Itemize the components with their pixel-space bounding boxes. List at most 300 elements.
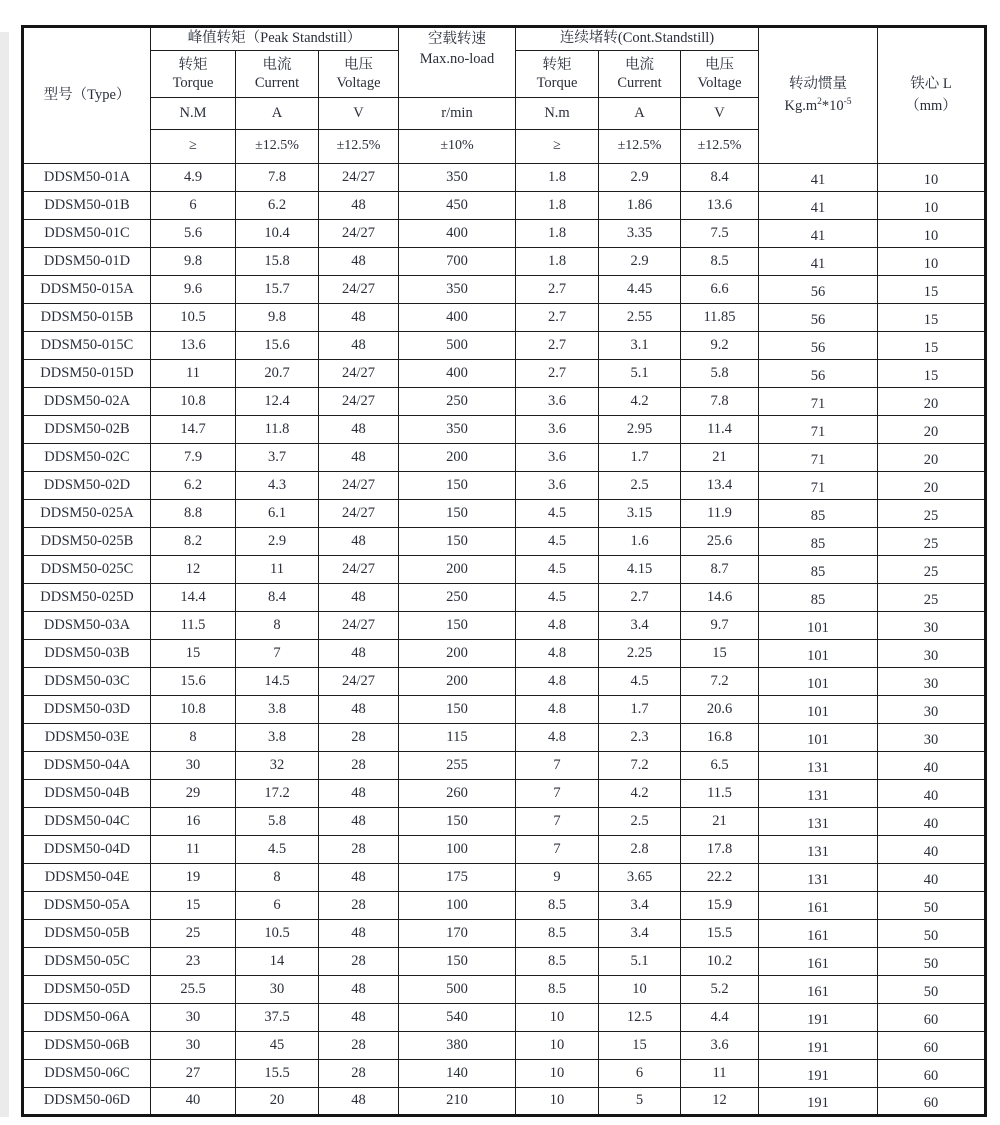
- cell-peak-torque: 10.8: [151, 696, 236, 724]
- cell-cont-torque: 4.8: [516, 668, 599, 696]
- cell-cont-torque: 2.7: [516, 304, 599, 332]
- cell-peak-torque: 15.6: [151, 668, 236, 696]
- cell-model: DDSM50-025A: [23, 500, 151, 528]
- cell-noload-speed: 150: [399, 948, 516, 976]
- cell-core-length: 25: [878, 528, 986, 556]
- cell-peak-current: 3.7: [236, 444, 319, 472]
- cell-noload-speed: 170: [399, 920, 516, 948]
- table-row: [23, 976, 986, 1004]
- cell-core-length: 40: [878, 836, 986, 864]
- cell-noload-speed: 150: [399, 808, 516, 836]
- cell-core-length: 15: [878, 276, 986, 304]
- cell-core-length: 60: [878, 1004, 986, 1032]
- cell-cont-voltage: 6.5: [681, 752, 759, 780]
- table-row: [23, 780, 986, 808]
- cell-peak-torque: 8.2: [151, 528, 236, 556]
- cell-peak-torque: 30: [151, 1004, 236, 1032]
- cell-peak-torque: 5.6: [151, 220, 236, 248]
- cell-cont-current: 2.95: [599, 416, 681, 444]
- cell-core-length: 30: [878, 724, 986, 752]
- cell-noload-speed: 100: [399, 836, 516, 864]
- cell-model: DDSM50-025D: [23, 584, 151, 612]
- cell-model: DDSM50-02B: [23, 416, 151, 444]
- cell-model: DDSM50-04A: [23, 752, 151, 780]
- cell-core-length: 50: [878, 976, 986, 1004]
- tolerance-peak-voltage: ±12.5%: [319, 130, 399, 164]
- cell-cont-current: 4.45: [599, 276, 681, 304]
- cell-cont-voltage: 15.5: [681, 920, 759, 948]
- cell-cont-voltage: 8.5: [681, 248, 759, 276]
- cell-peak-torque: 11: [151, 360, 236, 388]
- cell-cont-current: 15: [599, 1032, 681, 1060]
- cell-peak-current: 6.1: [236, 500, 319, 528]
- cell-peak-current: 3.8: [236, 696, 319, 724]
- cell-core-length: 10: [878, 164, 986, 192]
- cell-model: DDSM50-01D: [23, 248, 151, 276]
- cell-cont-voltage: 12: [681, 1088, 759, 1116]
- cell-peak-current: 10.4: [236, 220, 319, 248]
- cell-cont-current: 4.2: [599, 780, 681, 808]
- cell-core-length: 60: [878, 1032, 986, 1060]
- cell-peak-voltage: 48: [319, 780, 399, 808]
- cell-model: DDSM50-05D: [23, 976, 151, 1004]
- cell-peak-torque: 15: [151, 640, 236, 668]
- cell-cont-voltage: 21: [681, 444, 759, 472]
- cell-cont-current: 4.2: [599, 388, 681, 416]
- cell-peak-current: 5.8: [236, 808, 319, 836]
- cell-peak-voltage: 48: [319, 584, 399, 612]
- cell-cont-voltage: 25.6: [681, 528, 759, 556]
- cell-noload-speed: 540: [399, 1004, 516, 1032]
- cell-cont-torque: 7: [516, 780, 599, 808]
- cell-core-length: 20: [878, 416, 986, 444]
- cell-peak-voltage: 28: [319, 836, 399, 864]
- cell-cont-voltage: 5.2: [681, 976, 759, 1004]
- table-row: [23, 752, 986, 780]
- unit-peak-current: A: [236, 98, 319, 130]
- cell-model: DDSM50-03C: [23, 668, 151, 696]
- cell-noload-speed: 140: [399, 1060, 516, 1088]
- cell-cont-torque: 1.8: [516, 220, 599, 248]
- cell-inertia: 101: [759, 668, 878, 696]
- cell-model: DDSM50-06A: [23, 1004, 151, 1032]
- cell-cont-voltage: 4.4: [681, 1004, 759, 1032]
- cell-cont-current: 2.9: [599, 164, 681, 192]
- cell-core-length: 30: [878, 696, 986, 724]
- cell-peak-current: 10.5: [236, 920, 319, 948]
- tolerance-cont-voltage: ±12.5%: [681, 130, 759, 164]
- cell-core-length: 15: [878, 304, 986, 332]
- cell-cont-voltage: 7.2: [681, 668, 759, 696]
- header-noload-group: [399, 27, 516, 98]
- cell-peak-voltage: 24/27: [319, 388, 399, 416]
- table-row: [23, 1004, 986, 1032]
- table-row: [23, 192, 986, 220]
- cell-cont-voltage: 21: [681, 808, 759, 836]
- cell-cont-current: 2.5: [599, 808, 681, 836]
- cell-peak-torque: 25.5: [151, 976, 236, 1004]
- cell-core-length: 25: [878, 556, 986, 584]
- cell-model: DDSM50-04C: [23, 808, 151, 836]
- cell-inertia: 71: [759, 388, 878, 416]
- cell-peak-current: 11: [236, 556, 319, 584]
- cell-inertia: 85: [759, 500, 878, 528]
- cell-cont-voltage: 20.6: [681, 696, 759, 724]
- cell-cont-voltage: 11.5: [681, 780, 759, 808]
- header-peak-current: 电流 Current: [236, 51, 319, 98]
- cell-cont-torque: 9: [516, 864, 599, 892]
- cell-cont-torque: 1.8: [516, 248, 599, 276]
- header-inertia-unit: $Kg.m^2*10^{-5}$: [784, 96, 852, 114]
- cell-peak-voltage: 48: [319, 1088, 399, 1116]
- cell-model: DDSM50-01B: [23, 192, 151, 220]
- cell-peak-current: 17.2: [236, 780, 319, 808]
- cell-cont-current: 3.65: [599, 864, 681, 892]
- cell-cont-torque: 4.5: [516, 528, 599, 556]
- cell-peak-current: 6: [236, 892, 319, 920]
- cell-cont-voltage: 3.6: [681, 1032, 759, 1060]
- cell-peak-voltage: 48: [319, 808, 399, 836]
- cell-cont-torque: 2.7: [516, 276, 599, 304]
- cell-model: DDSM50-03D: [23, 696, 151, 724]
- cell-cont-voltage: 11.4: [681, 416, 759, 444]
- cell-model: DDSM50-04D: [23, 836, 151, 864]
- cell-peak-current: 20: [236, 1088, 319, 1116]
- cell-cont-voltage: 7.8: [681, 388, 759, 416]
- table-row: [23, 164, 986, 192]
- cell-noload-speed: 150: [399, 696, 516, 724]
- cell-peak-voltage: 48: [319, 416, 399, 444]
- cell-peak-current: 8: [236, 612, 319, 640]
- table-row: [23, 416, 986, 444]
- cell-core-length: 60: [878, 1088, 986, 1116]
- cell-peak-torque: 9.6: [151, 276, 236, 304]
- cell-cont-current: 10: [599, 976, 681, 1004]
- table-row: [23, 472, 986, 500]
- cell-cont-current: 5.1: [599, 360, 681, 388]
- cell-model: DDSM50-03B: [23, 640, 151, 668]
- cell-core-length: 50: [878, 892, 986, 920]
- header-peak-voltage: 电压 Voltage: [319, 51, 399, 98]
- cell-cont-torque: 3.6: [516, 416, 599, 444]
- cell-inertia: 56: [759, 360, 878, 388]
- cell-peak-torque: 16: [151, 808, 236, 836]
- cell-cont-voltage: 13.6: [681, 192, 759, 220]
- cell-noload-speed: 500: [399, 332, 516, 360]
- cell-core-length: 30: [878, 668, 986, 696]
- header-inertia: [759, 27, 878, 164]
- cell-cont-torque: 7: [516, 808, 599, 836]
- cell-model: DDSM50-05B: [23, 920, 151, 948]
- table-row: [23, 444, 986, 472]
- cell-cont-current: 2.7: [599, 584, 681, 612]
- cell-inertia: 161: [759, 948, 878, 976]
- table-row: [23, 948, 986, 976]
- cell-cont-torque: 4.5: [516, 584, 599, 612]
- cell-peak-torque: 40: [151, 1088, 236, 1116]
- unit-peak-voltage: V: [319, 98, 399, 130]
- table-row: [23, 1060, 986, 1088]
- cell-inertia: 131: [759, 780, 878, 808]
- cell-inertia: 191: [759, 1060, 878, 1088]
- cell-noload-speed: 115: [399, 724, 516, 752]
- cell-noload-speed: 100: [399, 892, 516, 920]
- cell-inertia: 131: [759, 808, 878, 836]
- cell-inertia: 161: [759, 892, 878, 920]
- cell-peak-voltage: 48: [319, 976, 399, 1004]
- cell-cont-torque: 7: [516, 752, 599, 780]
- spec-table-body: [23, 164, 986, 1116]
- cell-peak-torque: 12: [151, 556, 236, 584]
- cell-peak-current: 6.2: [236, 192, 319, 220]
- cell-core-length: 40: [878, 752, 986, 780]
- cell-model: DDSM50-015D: [23, 360, 151, 388]
- cell-cont-torque: 1.8: [516, 164, 599, 192]
- cell-model: DDSM50-02D: [23, 472, 151, 500]
- table-row: [23, 1088, 986, 1116]
- cell-peak-current: 8.4: [236, 584, 319, 612]
- cell-noload-speed: 350: [399, 276, 516, 304]
- unit-peak-torque: N.M: [151, 98, 236, 130]
- cell-peak-current: 45: [236, 1032, 319, 1060]
- cell-inertia: 191: [759, 1088, 878, 1116]
- unit-cont-voltage: V: [681, 98, 759, 130]
- header-noload-cn: 空载转速: [428, 31, 486, 47]
- cell-noload-speed: 450: [399, 192, 516, 220]
- cell-cont-voltage: 14.6: [681, 584, 759, 612]
- cell-inertia: 41: [759, 220, 878, 248]
- cell-cont-torque: 1.8: [516, 192, 599, 220]
- cell-peak-voltage: 48: [319, 696, 399, 724]
- cell-cont-current: 3.4: [599, 892, 681, 920]
- cell-cont-current: 2.8: [599, 836, 681, 864]
- cell-noload-speed: 400: [399, 360, 516, 388]
- cell-cont-voltage: 15: [681, 640, 759, 668]
- cell-peak-voltage: 24/27: [319, 500, 399, 528]
- cell-inertia: 101: [759, 696, 878, 724]
- cell-cont-torque: 7: [516, 836, 599, 864]
- cell-model: DDSM50-025C: [23, 556, 151, 584]
- table-row: [23, 864, 986, 892]
- cell-peak-torque: 11: [151, 836, 236, 864]
- cell-peak-voltage: 24/27: [319, 556, 399, 584]
- cell-cont-voltage: 9.2: [681, 332, 759, 360]
- cell-peak-voltage: 48: [319, 1004, 399, 1032]
- cell-cont-voltage: 9.7: [681, 612, 759, 640]
- cell-cont-current: 3.4: [599, 920, 681, 948]
- header-inertia-label: 转动惯量: [789, 76, 847, 93]
- cell-peak-current: 12.4: [236, 388, 319, 416]
- cell-peak-voltage: 48: [319, 864, 399, 892]
- cell-cont-voltage: 6.6: [681, 276, 759, 304]
- cell-peak-torque: 10.8: [151, 388, 236, 416]
- cell-peak-torque: 14.4: [151, 584, 236, 612]
- table-row: [23, 528, 986, 556]
- cell-peak-torque: 6: [151, 192, 236, 220]
- cell-inertia: 101: [759, 612, 878, 640]
- cell-peak-current: 9.8: [236, 304, 319, 332]
- cell-noload-speed: 175: [399, 864, 516, 892]
- header-core-unit: （mm）: [905, 97, 957, 114]
- motor-spec-table: [21, 25, 987, 1117]
- cell-model: DDSM50-04B: [23, 780, 151, 808]
- cell-noload-speed: 200: [399, 444, 516, 472]
- cell-noload-speed: 250: [399, 388, 516, 416]
- cell-inertia: 71: [759, 472, 878, 500]
- cell-core-length: 30: [878, 612, 986, 640]
- table-row: [23, 276, 986, 304]
- cell-core-length: 10: [878, 220, 986, 248]
- cell-model: DDSM50-01C: [23, 220, 151, 248]
- cell-peak-torque: 9.8: [151, 248, 236, 276]
- cell-cont-torque: 3.6: [516, 388, 599, 416]
- tolerance-noload-speed: ±10%: [399, 130, 516, 164]
- cell-noload-speed: 500: [399, 976, 516, 1004]
- table-row: [23, 920, 986, 948]
- cell-model: DDSM50-02A: [23, 388, 151, 416]
- cell-model: DDSM50-06B: [23, 1032, 151, 1060]
- cell-cont-voltage: 15.9: [681, 892, 759, 920]
- header-peak-group: 峰值转矩（Peak Standstill）: [151, 27, 399, 51]
- cell-cont-torque: 4.8: [516, 640, 599, 668]
- cell-peak-current: 8: [236, 864, 319, 892]
- cell-inertia: 191: [759, 1032, 878, 1060]
- cell-peak-current: 11.8: [236, 416, 319, 444]
- cell-cont-voltage: 13.4: [681, 472, 759, 500]
- cell-inertia: 85: [759, 584, 878, 612]
- cell-inertia: 131: [759, 864, 878, 892]
- cell-core-length: 25: [878, 584, 986, 612]
- cell-noload-speed: 200: [399, 668, 516, 696]
- cell-inertia: 161: [759, 920, 878, 948]
- table-row: [23, 220, 986, 248]
- cell-cont-torque: 3.6: [516, 444, 599, 472]
- cell-cont-torque: 4.8: [516, 612, 599, 640]
- cell-core-length: 10: [878, 192, 986, 220]
- cell-peak-torque: 30: [151, 752, 236, 780]
- cell-cont-current: 5.1: [599, 948, 681, 976]
- cell-peak-current: 7: [236, 640, 319, 668]
- cell-cont-current: 4.5: [599, 668, 681, 696]
- cell-model: DDSM50-04E: [23, 864, 151, 892]
- cell-peak-voltage: 48: [319, 920, 399, 948]
- cell-cont-torque: 10: [516, 1060, 599, 1088]
- cell-cont-current: 2.3: [599, 724, 681, 752]
- cell-cont-current: 1.7: [599, 696, 681, 724]
- cell-core-length: 30: [878, 640, 986, 668]
- cell-cont-current: 4.15: [599, 556, 681, 584]
- cell-inertia: 131: [759, 752, 878, 780]
- header-cont-current: 电流 Current: [599, 51, 681, 98]
- cell-core-length: 20: [878, 472, 986, 500]
- cell-peak-torque: 29: [151, 780, 236, 808]
- table-row: [23, 612, 986, 640]
- cell-core-length: 15: [878, 360, 986, 388]
- cell-cont-voltage: 17.8: [681, 836, 759, 864]
- cell-peak-voltage: 24/27: [319, 164, 399, 192]
- cell-inertia: 85: [759, 528, 878, 556]
- cell-peak-voltage: 28: [319, 948, 399, 976]
- table-row: [23, 304, 986, 332]
- cell-model: DDSM50-06C: [23, 1060, 151, 1088]
- cell-cont-torque: 8.5: [516, 892, 599, 920]
- cell-cont-torque: 2.7: [516, 360, 599, 388]
- cell-peak-torque: 14.7: [151, 416, 236, 444]
- cell-cont-torque: 3.6: [516, 472, 599, 500]
- cell-noload-speed: 400: [399, 220, 516, 248]
- cell-peak-voltage: 28: [319, 724, 399, 752]
- cell-peak-torque: 11.5: [151, 612, 236, 640]
- cell-cont-torque: 2.7: [516, 332, 599, 360]
- cell-peak-torque: 13.6: [151, 332, 236, 360]
- cell-inertia: 56: [759, 332, 878, 360]
- cell-peak-current: 4.5: [236, 836, 319, 864]
- cell-peak-voltage: 48: [319, 192, 399, 220]
- cell-cont-voltage: 11.85: [681, 304, 759, 332]
- cell-noload-speed: 260: [399, 780, 516, 808]
- cell-model: DDSM50-015B: [23, 304, 151, 332]
- cell-noload-speed: 350: [399, 164, 516, 192]
- cell-cont-current: 6: [599, 1060, 681, 1088]
- cell-inertia: 85: [759, 556, 878, 584]
- cell-peak-torque: 23: [151, 948, 236, 976]
- cell-peak-current: 20.7: [236, 360, 319, 388]
- cell-peak-voltage: 48: [319, 640, 399, 668]
- cell-peak-voltage: 24/27: [319, 360, 399, 388]
- header-noload-en: Max.no-load: [419, 50, 495, 67]
- cell-cont-current: 5: [599, 1088, 681, 1116]
- cell-inertia: 41: [759, 164, 878, 192]
- cell-cont-current: 3.15: [599, 500, 681, 528]
- cell-model: DDSM50-015A: [23, 276, 151, 304]
- cell-peak-current: 4.3: [236, 472, 319, 500]
- table-row: [23, 892, 986, 920]
- cell-inertia: 56: [759, 276, 878, 304]
- cell-peak-voltage: 24/27: [319, 472, 399, 500]
- header-cont-group: 连续堵转(Cont.Standstill): [516, 27, 759, 51]
- cell-cont-torque: 4.8: [516, 724, 599, 752]
- table-row: [23, 1032, 986, 1060]
- cell-inertia: 71: [759, 444, 878, 472]
- cell-peak-torque: 4.9: [151, 164, 236, 192]
- cell-peak-voltage: 28: [319, 752, 399, 780]
- header-row-groups: [23, 27, 986, 51]
- cell-cont-voltage: 8.7: [681, 556, 759, 584]
- cell-cont-voltage: 11.9: [681, 500, 759, 528]
- cell-core-length: 50: [878, 920, 986, 948]
- cell-peak-voltage: 48: [319, 304, 399, 332]
- cell-peak-torque: 7.9: [151, 444, 236, 472]
- cell-core-length: 60: [878, 1060, 986, 1088]
- cell-noload-speed: 150: [399, 612, 516, 640]
- header-type: 型号（Type）: [23, 27, 151, 164]
- cell-model: DDSM50-03E: [23, 724, 151, 752]
- cell-cont-current: 2.55: [599, 304, 681, 332]
- table-row: [23, 724, 986, 752]
- cell-peak-torque: 27: [151, 1060, 236, 1088]
- cell-cont-current: 1.6: [599, 528, 681, 556]
- header-peak-torque: 转矩 Torque: [151, 51, 236, 98]
- cell-core-length: 10: [878, 248, 986, 276]
- table-row: [23, 332, 986, 360]
- cell-core-length: 50: [878, 948, 986, 976]
- cell-cont-torque: 8.5: [516, 948, 599, 976]
- cell-peak-current: 30: [236, 976, 319, 1004]
- table-row: [23, 808, 986, 836]
- cell-peak-current: 15.7: [236, 276, 319, 304]
- tolerance-cont-torque: ≥: [516, 130, 599, 164]
- cell-noload-speed: 200: [399, 556, 516, 584]
